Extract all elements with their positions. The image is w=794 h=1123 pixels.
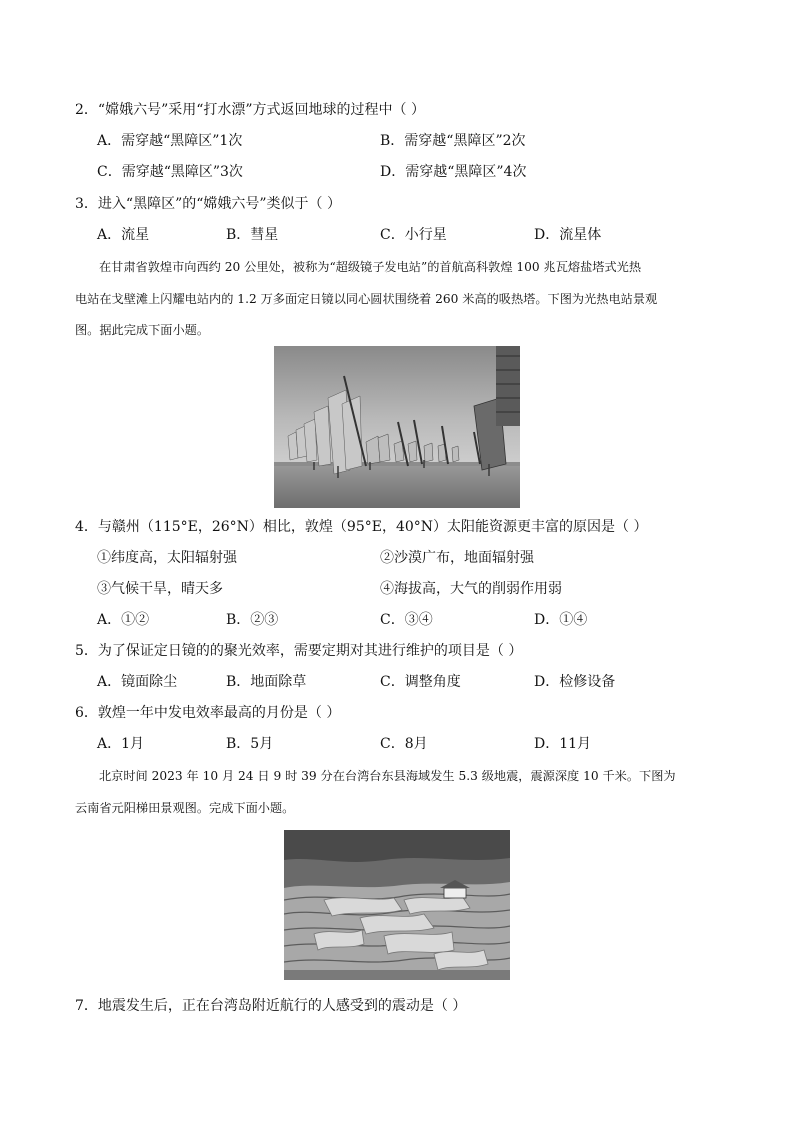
question-4-option-b: B．②③ bbox=[226, 612, 279, 628]
question-6-option-d: D．11月 bbox=[534, 736, 592, 752]
question-3-option-b: B．彗星 bbox=[226, 227, 279, 243]
question-7-stem: 7．地震发生后，正在台湾岛附近航行的人感受到的震动是（ ） bbox=[75, 998, 467, 1014]
question-6-stem: 6．敦煌一年中发电效率最高的月份是（ ） bbox=[75, 705, 341, 721]
question-3-option-d: D．流星体 bbox=[534, 227, 602, 243]
question-3-option-c: C．小行星 bbox=[380, 227, 447, 243]
question-5-stem: 5．为了保证定日镜的的聚光效率，需要定期对其进行维护的项目是（ ） bbox=[75, 643, 523, 659]
question-5-option-b: B．地面除草 bbox=[226, 674, 307, 690]
question-4-option-c: C．③④ bbox=[380, 612, 433, 628]
question-6-option-c: C．8月 bbox=[380, 736, 428, 752]
question-4-statement-2: ②沙漠广布，地面辐射强 bbox=[380, 550, 534, 566]
question-4-stem: 4．与赣州（115°E，26°N）相比，敦煌（95°E，40°N）太阳能资源更丰富的原因是（ ） bbox=[75, 519, 648, 535]
rice-terrace-photo bbox=[284, 830, 510, 980]
question-2-option-c: C．需穿越“黑障区”3次 bbox=[97, 164, 243, 180]
question-6-option-b: B．5月 bbox=[226, 736, 274, 752]
quake-passage-line-2: 云南省元阳梯田景观图。完成下面小题。 bbox=[75, 801, 295, 815]
quake-passage-line-1: 北京时间 2023 年 10 月 24 日 9 时 39 分在台湾台东县海域发生 5.3 级地震，震源深度 10 千米。下图为 bbox=[99, 769, 676, 783]
question-5-option-a: A．镜面除尘 bbox=[97, 674, 178, 690]
question-5-option-c: C．调整角度 bbox=[380, 674, 461, 690]
question-3-stem: 3．进入“黑障区”的“嫦娥六号”类似于（ ） bbox=[75, 196, 341, 212]
heliostat-field-photo bbox=[274, 346, 520, 508]
question-3-option-a: A．流星 bbox=[97, 227, 150, 243]
question-2-option-d: D．需穿越“黑障区”4次 bbox=[380, 164, 527, 180]
solar-passage-line-3: 图。据此完成下面小题。 bbox=[75, 323, 210, 337]
question-4-statement-4: ④海拔高，大气的削弱作用弱 bbox=[380, 581, 562, 597]
question-2-stem: 2．“嫦娥六号”采用“打水漂”方式返回地球的过程中（ ） bbox=[75, 102, 425, 118]
question-2-option-b: B．需穿越“黑障区”2次 bbox=[380, 133, 526, 149]
question-5-option-d: D．检修设备 bbox=[534, 674, 616, 690]
question-4-option-a: A．①② bbox=[97, 612, 150, 628]
solar-passage-line-1: 在甘肃省敦煌市向西约 20 公里处，被称为“超级镜子发电站”的首航高科敦煌 100 兆瓦熔盐塔式光热 bbox=[99, 260, 642, 274]
question-4-statement-1: ①纬度高，太阳辐射强 bbox=[97, 550, 237, 566]
question-2-option-a: A．需穿越“黑障区”1次 bbox=[97, 133, 243, 149]
solar-passage-line-2: 电站在戈壁滩上闪耀电站内的 1.2 万多面定日镜以同心圆状围绕着 260 米高的吸热塔。下图为光热电站景观 bbox=[75, 292, 658, 306]
question-6-option-a: A．1月 bbox=[97, 736, 145, 752]
question-4-statement-3: ③气候干旱，晴天多 bbox=[97, 581, 223, 597]
question-4-option-d: D．①④ bbox=[534, 612, 588, 628]
